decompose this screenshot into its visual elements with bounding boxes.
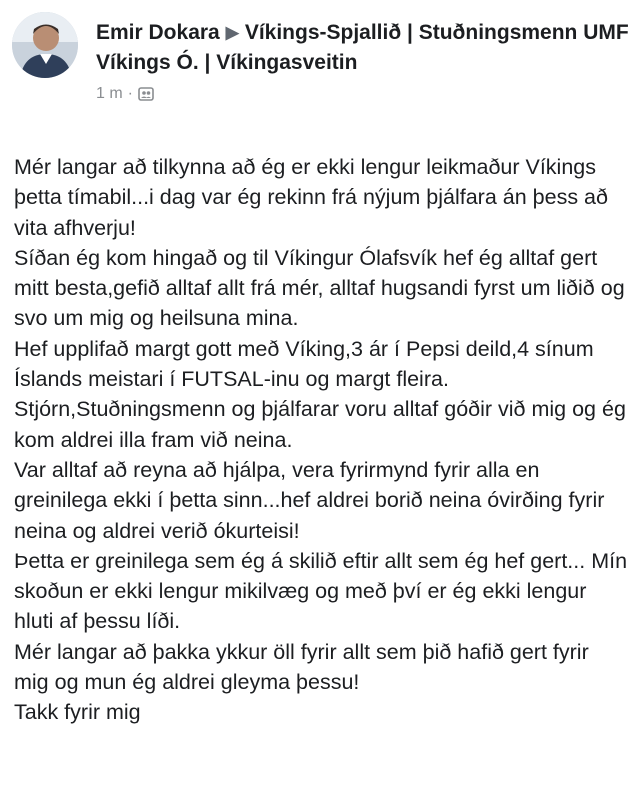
avatar-photo-icon xyxy=(12,12,78,78)
share-arrow-icon: ▶ xyxy=(225,23,239,42)
group-audience-icon[interactable] xyxy=(138,86,154,102)
group-name-link[interactable]: Víkings-Spjallið | Stuðningsmenn UMF Víkings Ó. | Víkingasveitin xyxy=(96,21,629,74)
post-timestamp-row xyxy=(96,85,636,103)
post-timestamp[interactable]: 1 m xyxy=(96,85,123,102)
post-paragraph: Stjórn,Stuðningsmenn og þjálfarar voru alltaf góðir við mig og ég kom aldrei illa fram við neina. xyxy=(14,397,626,452)
separator-dot: · xyxy=(127,85,133,102)
post-paragraph: Mér langar að tilkynna að ég er ekki lengur leikmaður Víkings þetta tímabil...i dag var ég rekinn frá nýjum þjálfara án þess að vita afhverju! xyxy=(14,155,608,240)
post-paragraph: Mér langar að þakka ykkur öll fyrir allt sem þið hafið gert fyrir mig og mun ég aldrei gleyma þessu! xyxy=(14,639,589,695)
post-paragraph: Síðan ég kom hingað og til Víkingur Ólafsvík hef ég alltaf gert mitt besta,gefið alltaf allt frá mér, alltaf hugsandi fyrst um liðið og svo um mig og heilsuna mina. xyxy=(14,245,625,331)
post-paragraph: Hef upplifað margt gott með Víking,3 ár í Pepsi deild,4 sínum Íslands meistari í FUTSAL-inu og margt fleira. xyxy=(14,336,594,392)
post-paragraph: Var alltaf að reyna að hjálpa, vera fyrirmynd fyrir alla en greinilega ekki í þetta sinn...hef aldrei borið neina óvirðing fyrir neina og aldrei verið ókurteisi! xyxy=(14,457,605,543)
avatar[interactable] xyxy=(12,12,78,78)
post-title-line xyxy=(96,18,636,77)
post-meta xyxy=(96,18,636,103)
post-paragraph: Þetta er greinilega sem ég á skilið eftir allt sem ég hef gert... Mín skoðun er ekki lengur mikilvæg og með því er ég ekki lengur hluti af þessu líði. xyxy=(14,548,628,634)
post-body xyxy=(14,152,629,728)
author-name-link[interactable]: Emir Dokara xyxy=(96,21,220,44)
post-paragraph: Takk fyrir mig xyxy=(14,700,141,725)
